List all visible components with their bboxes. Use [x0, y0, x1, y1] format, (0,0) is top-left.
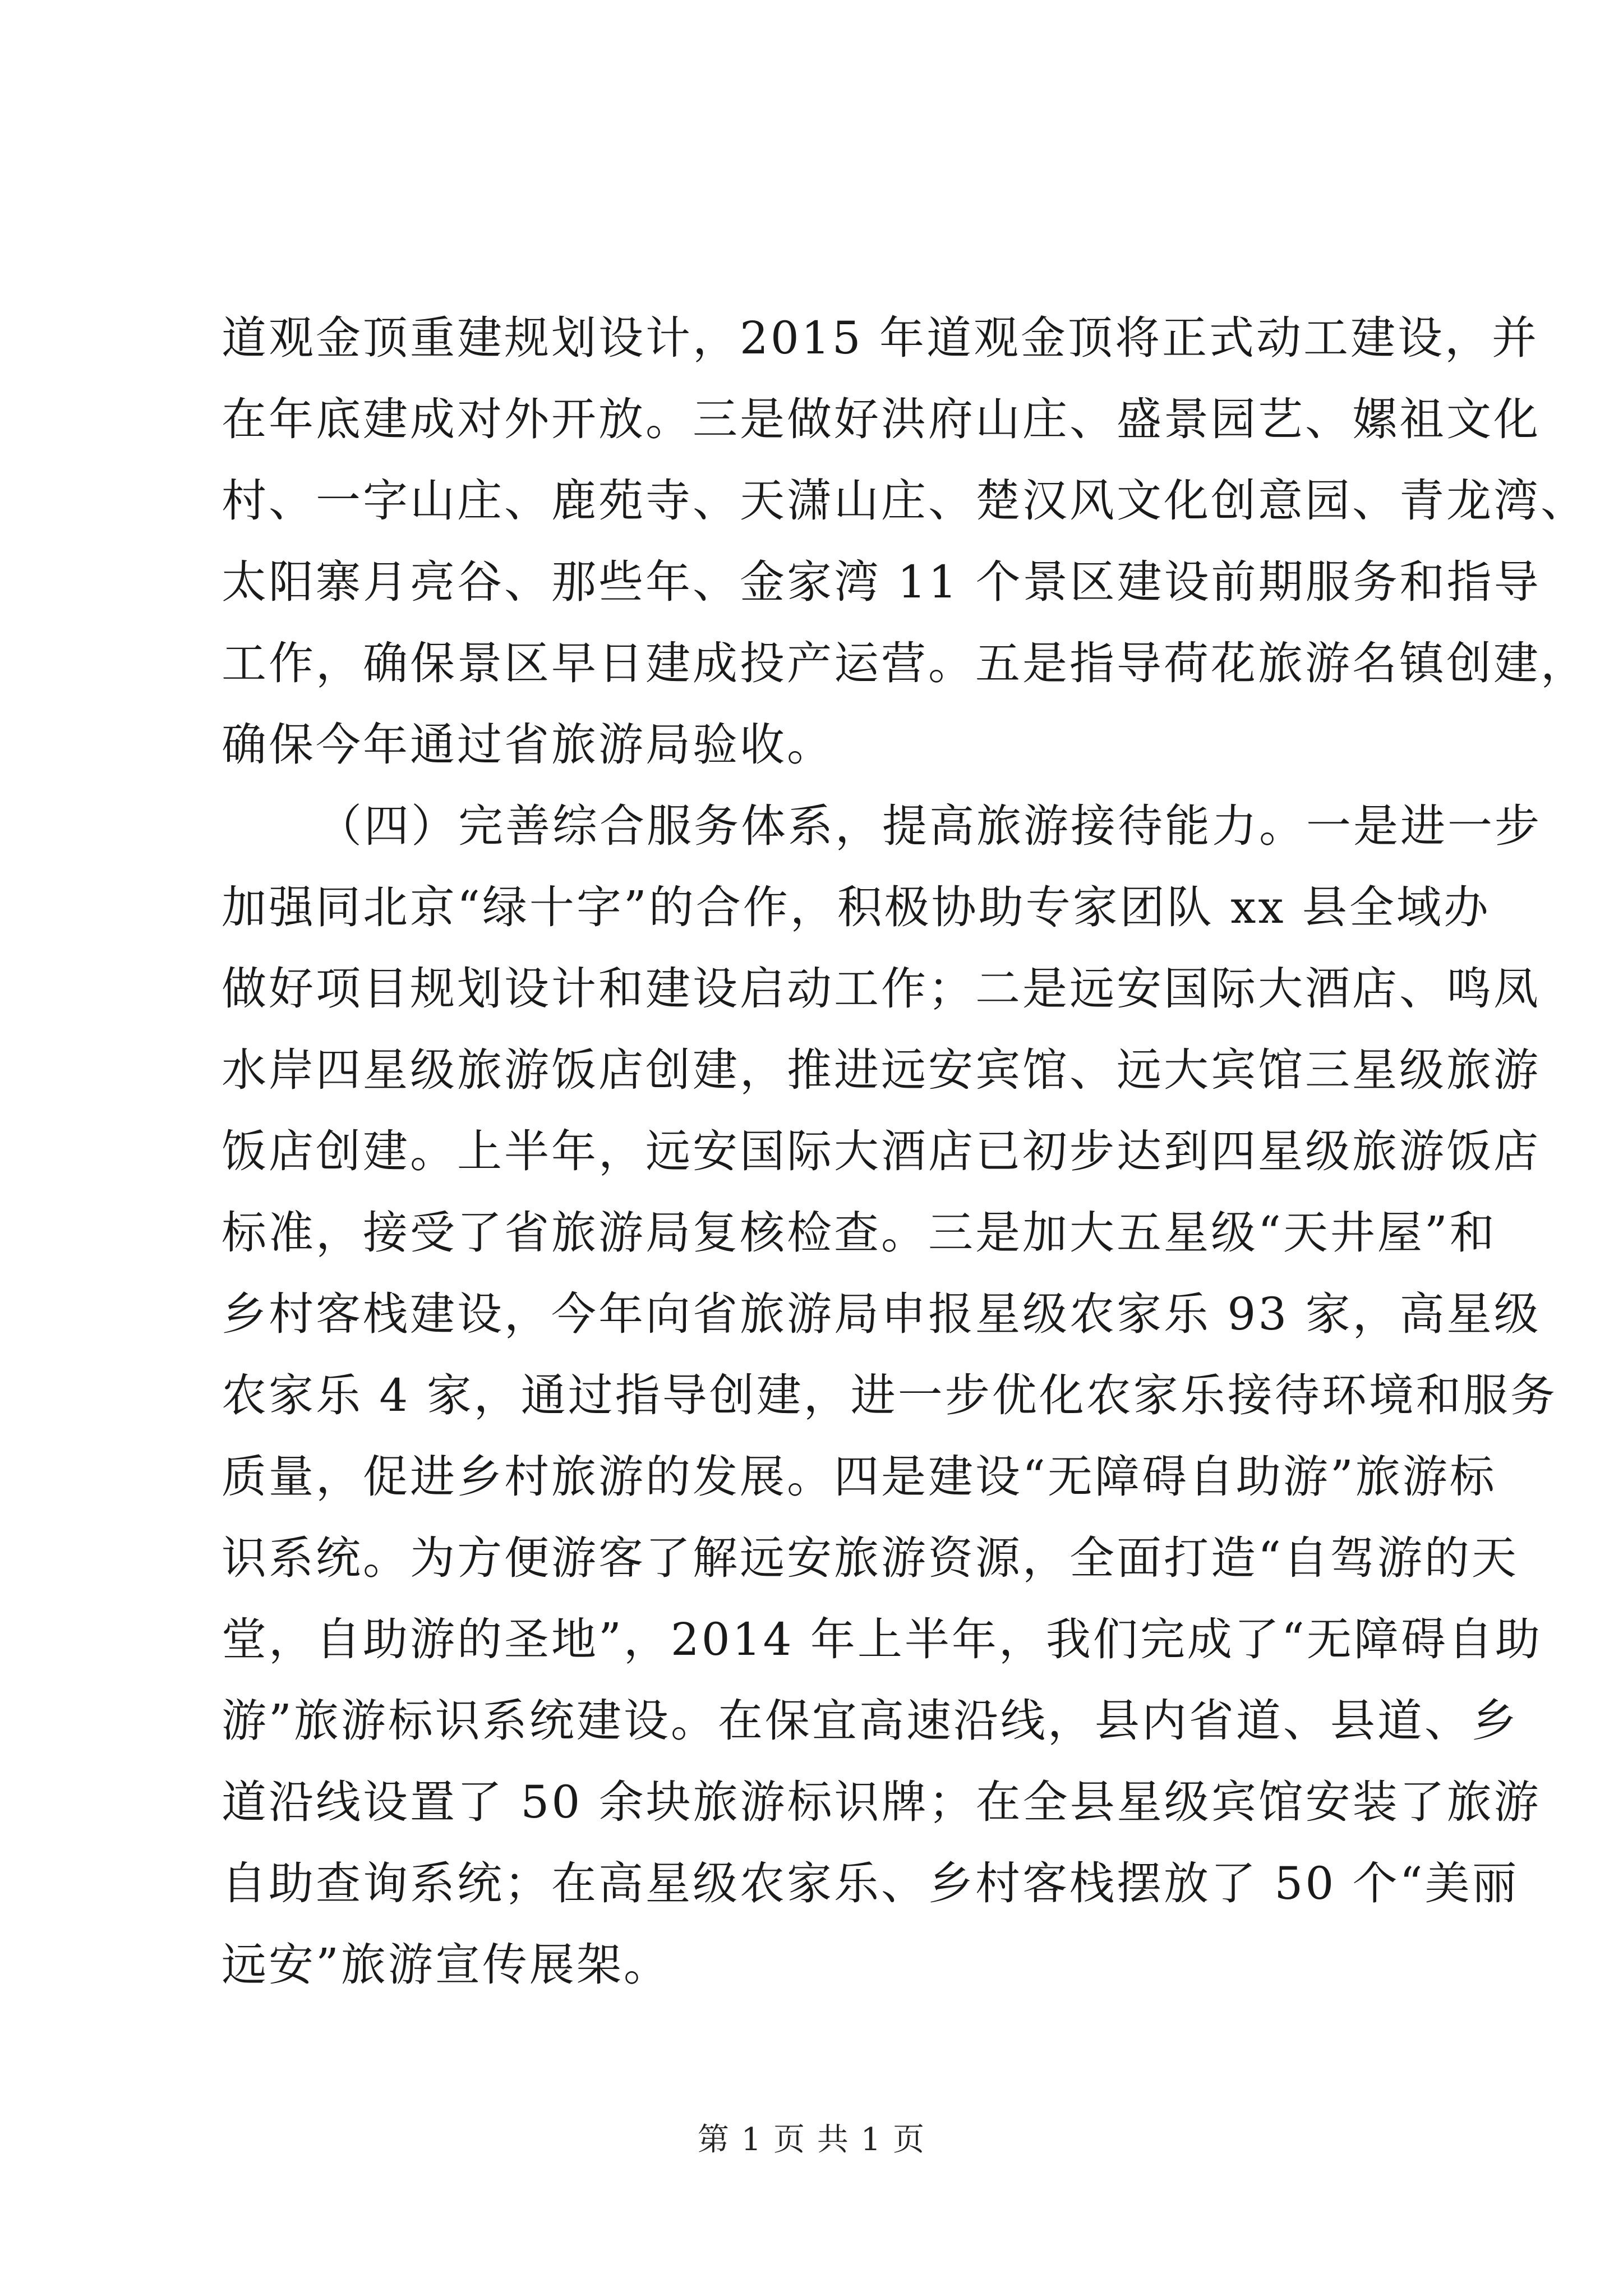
text-line: 太阳寨月亮谷、那些年、金家湾 11 个景区建设前期服务和指导 — [222, 556, 1541, 608]
text-line: 道沿线设置了 50 余块旅游标识牌；在全县星级宾馆安装了旅游 — [222, 1776, 1541, 1828]
text-line: 村、一字山庄、鹿苑寺、天潇山庄、楚汉风文化创意园、青龙湾、 — [222, 475, 1588, 527]
text-line: 加强同北京“绿十字”的合作，积极协助专家团队 xx 县全域办 — [222, 881, 1491, 933]
text-line: 自助查询系统；在高星级农家乐、乡村客栈摆放了 50 个“美丽 — [222, 1857, 1519, 1910]
text-line: 游”旅游标识系统建设。在保宜高速沿线，县内省道、县道、乡 — [222, 1695, 1519, 1747]
text-line: 在年底建成对外开放。三是做好洪府山庄、盛景园艺、嫘祖文化 — [222, 393, 1541, 445]
section-heading-line: （四）完善综合服务体系，提高旅游接待能力。一是进一步 — [317, 800, 1542, 852]
text-line: 标准，接受了省旅游局复核检查。三是加大五星级“天井屋”和 — [222, 1207, 1497, 1259]
text-line: 远安”旅游宣传展架。 — [222, 1939, 671, 1991]
text-line: 工作，确保景区早日建成投产运营。五是指导荷花旅游名镇创建， — [222, 637, 1588, 689]
document-body — [222, 297, 1588, 2005]
text-line: 确保今年通过省旅游局验收。 — [222, 719, 834, 771]
text-line: 农家乐 4 家，通过指导创建，进一步优化农家乐接待环境和服务 — [222, 1369, 1557, 1421]
text-line: 做好项目规划设计和建设启动工作；二是远安国际大酒店、鸣凤 — [222, 963, 1541, 1015]
text-line: 识系统。为方便游客了解远安旅游资源，全面打造“自驾游的天 — [222, 1532, 1519, 1584]
text-line: 乡村客栈建设，今年向省旅游局申报星级农家乐 93 家，高星级 — [222, 1288, 1541, 1340]
text-line: 水岸四星级旅游饭店创建，推进远安宾馆、远大宾馆三星级旅游 — [222, 1044, 1541, 1096]
text-line: 道观金顶重建规划设计，2015 年道观金顶将正式动工建设，并 — [222, 312, 1539, 364]
text-line: 堂，自助游的圣地”，2014 年上半年，我们完成了“无障碍自助 — [222, 1613, 1542, 1665]
text-line: 质量，促进乡村旅游的发展。四是建设“无障碍自助游”旅游标 — [222, 1451, 1497, 1503]
text-line: 饭店创建。上半年，远安国际大酒店已初步达到四星级旅游饭店 — [222, 1125, 1541, 1177]
page-footer — [0, 2115, 1623, 2160]
page-number-label: 第 1 页 共 1 页 — [697, 2122, 926, 2158]
